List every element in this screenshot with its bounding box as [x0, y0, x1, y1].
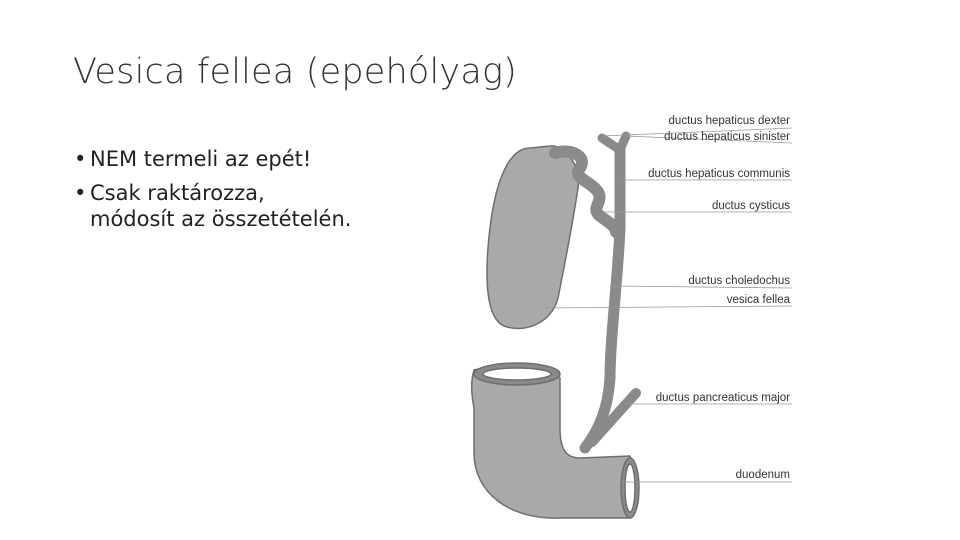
- label-ductus-hepaticus-sinister: ductus hepaticus sinister: [664, 131, 790, 143]
- bullet-text-line-1: • Csak raktározza,: [90, 181, 265, 205]
- bullet-list: [74, 146, 351, 240]
- label-ductus-pancreaticus-major: ductus pancreaticus major: [655, 392, 790, 404]
- label-duodenum: duodenum: [735, 469, 790, 481]
- hepatic-duct-left-shape: [620, 136, 626, 150]
- gallbladder-diagram: [460, 108, 800, 538]
- label-vesica-fellea: vesica fellea: [726, 294, 790, 306]
- gallbladder-shape: [487, 146, 579, 329]
- label-ductus-hepaticus-communis: ductus hepaticus communis: [648, 168, 790, 180]
- label-ductus-choledochus: ductus choledochus: [688, 275, 790, 287]
- leader-line: [544, 306, 792, 308]
- bullet-item: [74, 146, 351, 172]
- label-ductus-hepaticus-dexter: ductus hepaticus dexter: [668, 115, 790, 127]
- duodenum-side-lumen: [625, 464, 635, 512]
- bullet-text: NEM termeli az epét!: [90, 147, 312, 171]
- diagram-labels: [648, 115, 790, 481]
- slide-title: Vesica fellea (epehólyag): [73, 52, 518, 92]
- label-ductus-cysticus: ductus cysticus: [712, 200, 790, 212]
- duodenum-upper-lumen: [483, 368, 551, 380]
- bullet-text-line-2: módosít az összetételén.: [90, 207, 352, 231]
- bullet-item: [74, 180, 351, 232]
- anatomy-drawing: [472, 136, 639, 518]
